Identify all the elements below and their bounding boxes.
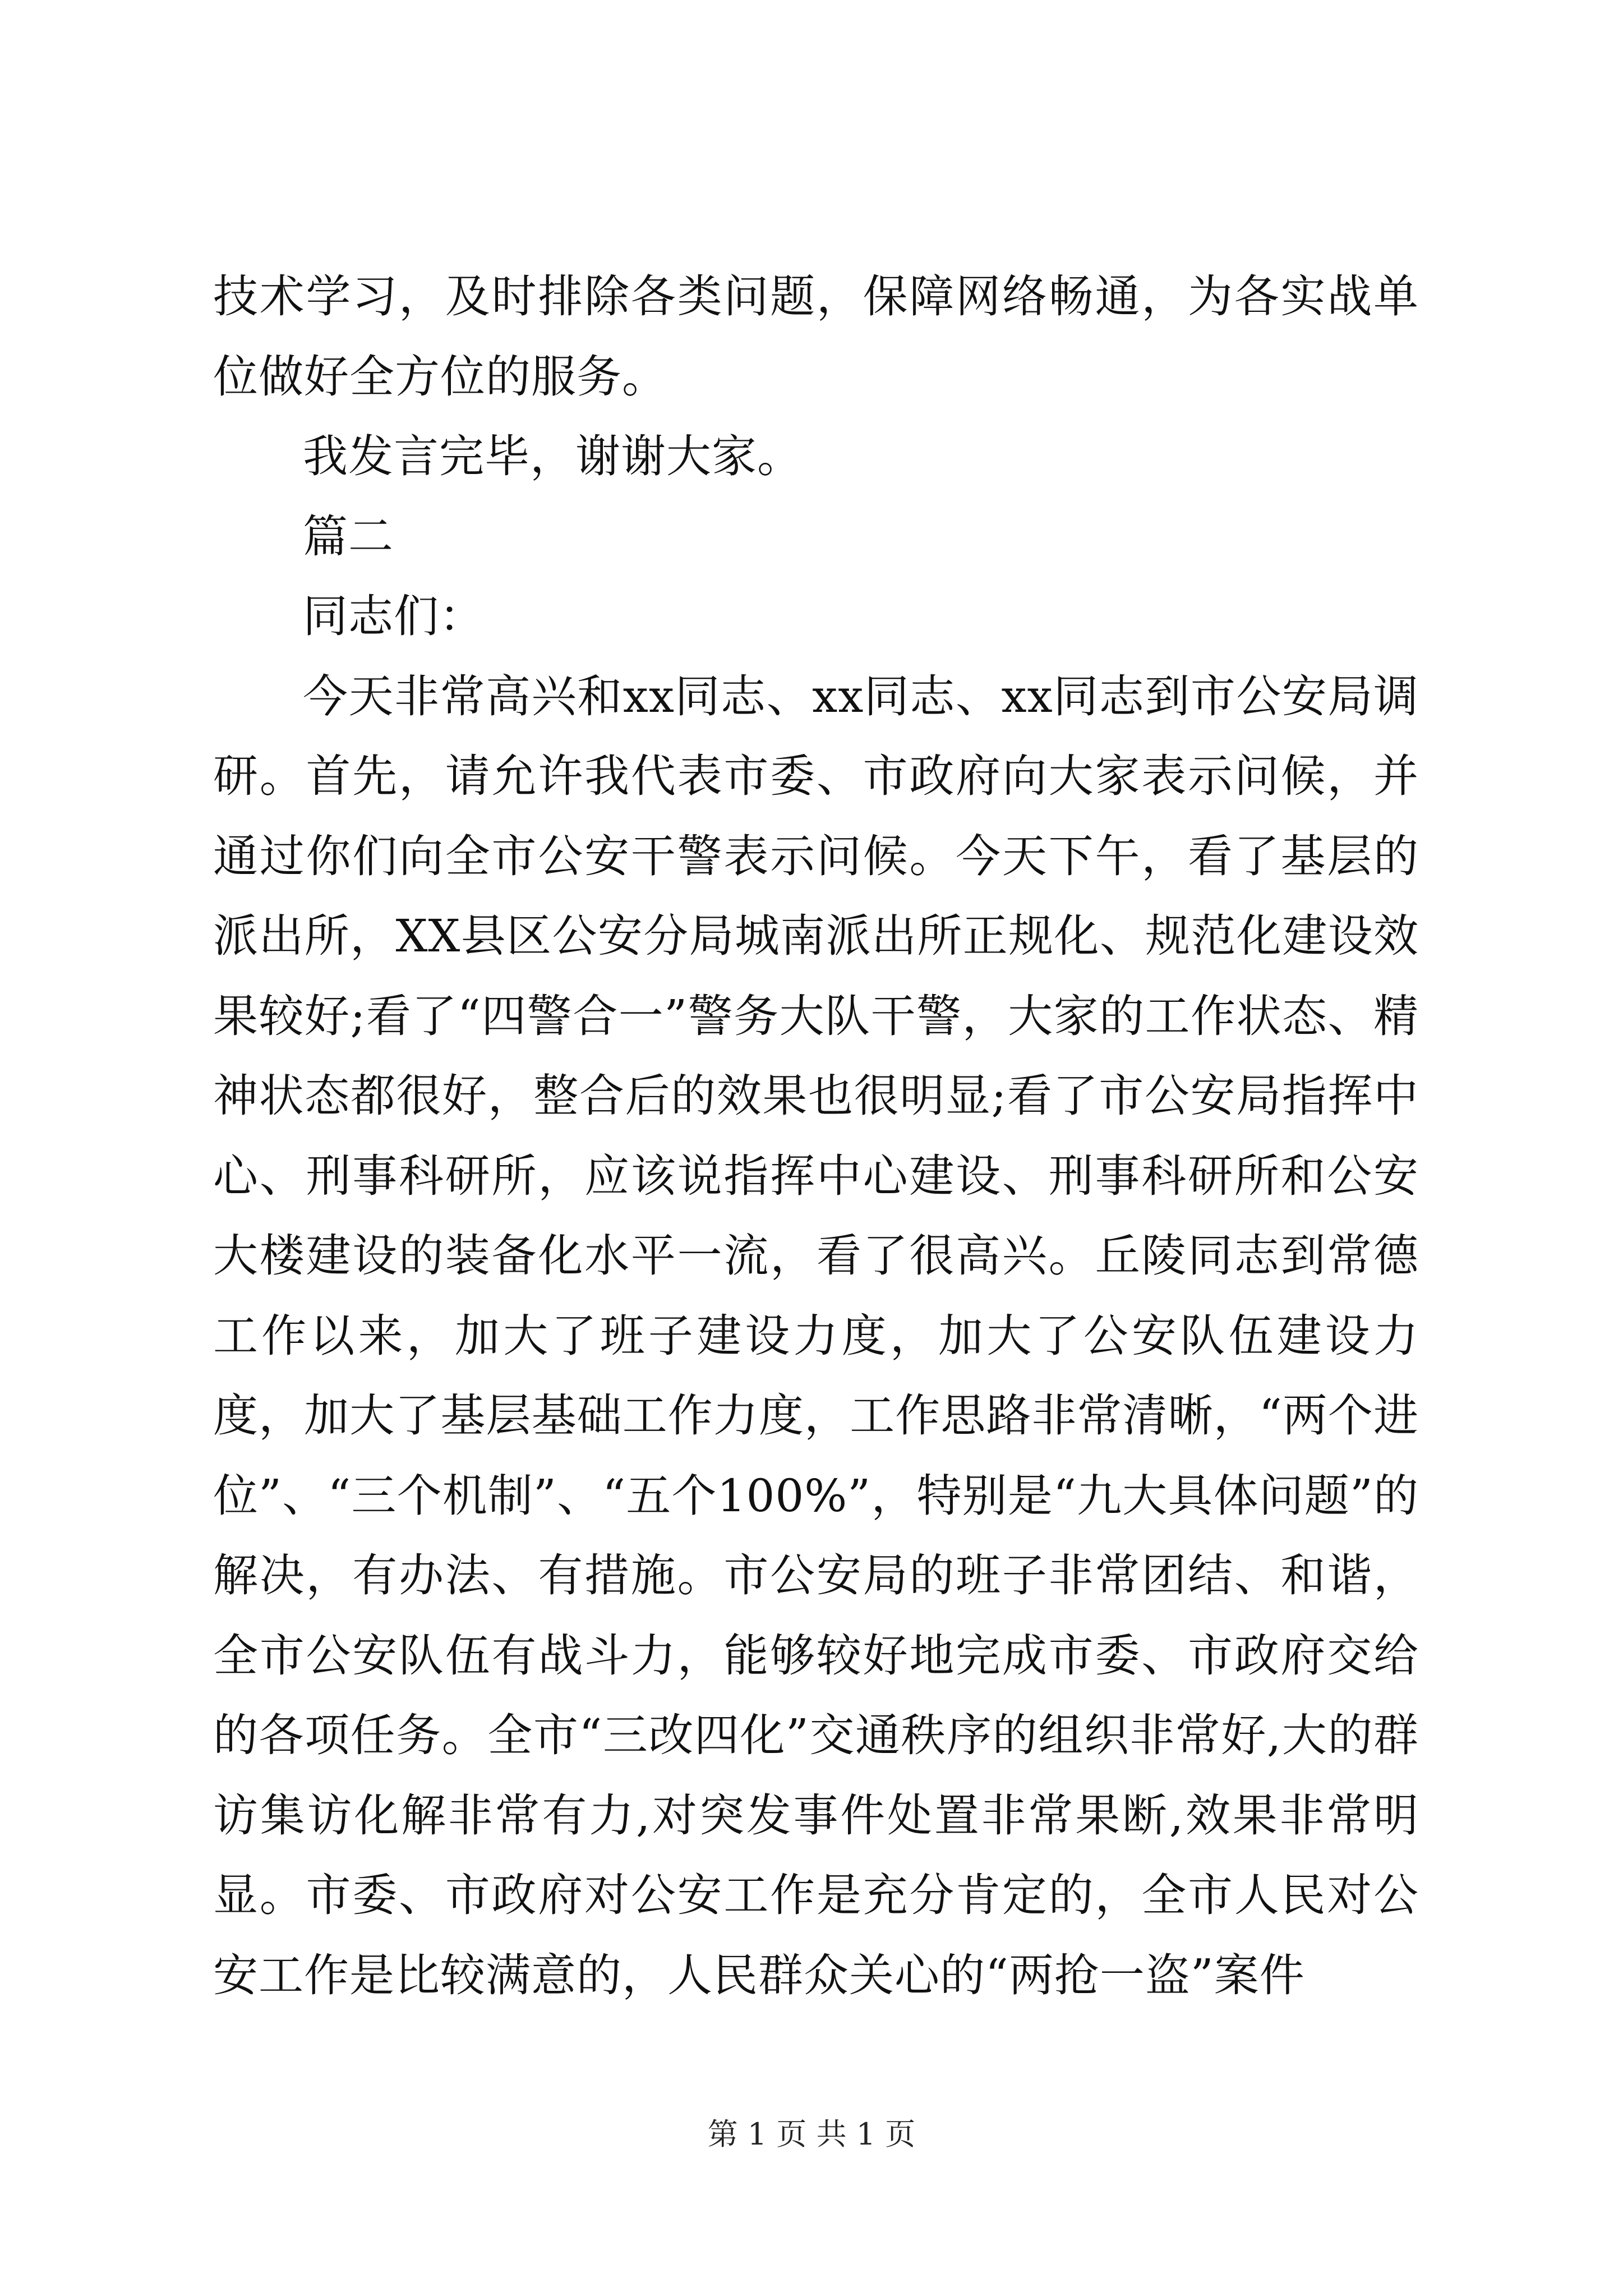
paragraph: 我发言完毕，谢谢大家。 xyxy=(303,430,803,482)
salutation: 同志们： xyxy=(303,590,485,642)
document-body xyxy=(213,257,1419,2016)
page-footer: 第 1 页 共 1 页 xyxy=(707,2116,916,2152)
section-heading: 篇二 xyxy=(303,510,394,563)
paragraph: 技术学习，及时排除各类问题，保障网络畅通，为各实战单位做好全方位的服务。 xyxy=(213,270,1419,403)
paragraph: 今天非常高兴和xx同志、xx同志、xx同志到市公安局调研。首先，请允许我代表市委、市政府向大家表示问候，并通过你们向全市公安干警表示问候。今天下午，看了基层的派出所，XX县区公安分局城南派出所正规化、规范化建设效果较好;看了“四警合一”警务大队干警，大家的工作状态、精神状态都很好，整合后的效果也很明显;看了市公安局指挥中心、刑事科研所，应该说指挥中心建设、刑事科研所和公安大楼建设的装备化水平一流，看了很高兴。丘陵同志到常德工作以来，加大了班子建设力度，加大了公安队伍建设力度，加大了基层基础工作力度，工作思路非常清晰，“两个进位”、“三个机制”、“五个100%”，特别是“九大具体问题”的解决，有办法、有措施。市公安局的班子非常团结、和谐，全市公安队伍有战斗力，能够较好地完成市委、市政府交给的各项任务。全市“三改四化”交通秩序的组织非常好,大的群访集访化解非常有力,对突发事件处置非常果断,效果非常明显。市委、市政府对公安工作是充分肯定的，全市人民对公安工作是比较满意的，人民群众关心的“两抢一盗”案件 xyxy=(213,670,1419,2001)
